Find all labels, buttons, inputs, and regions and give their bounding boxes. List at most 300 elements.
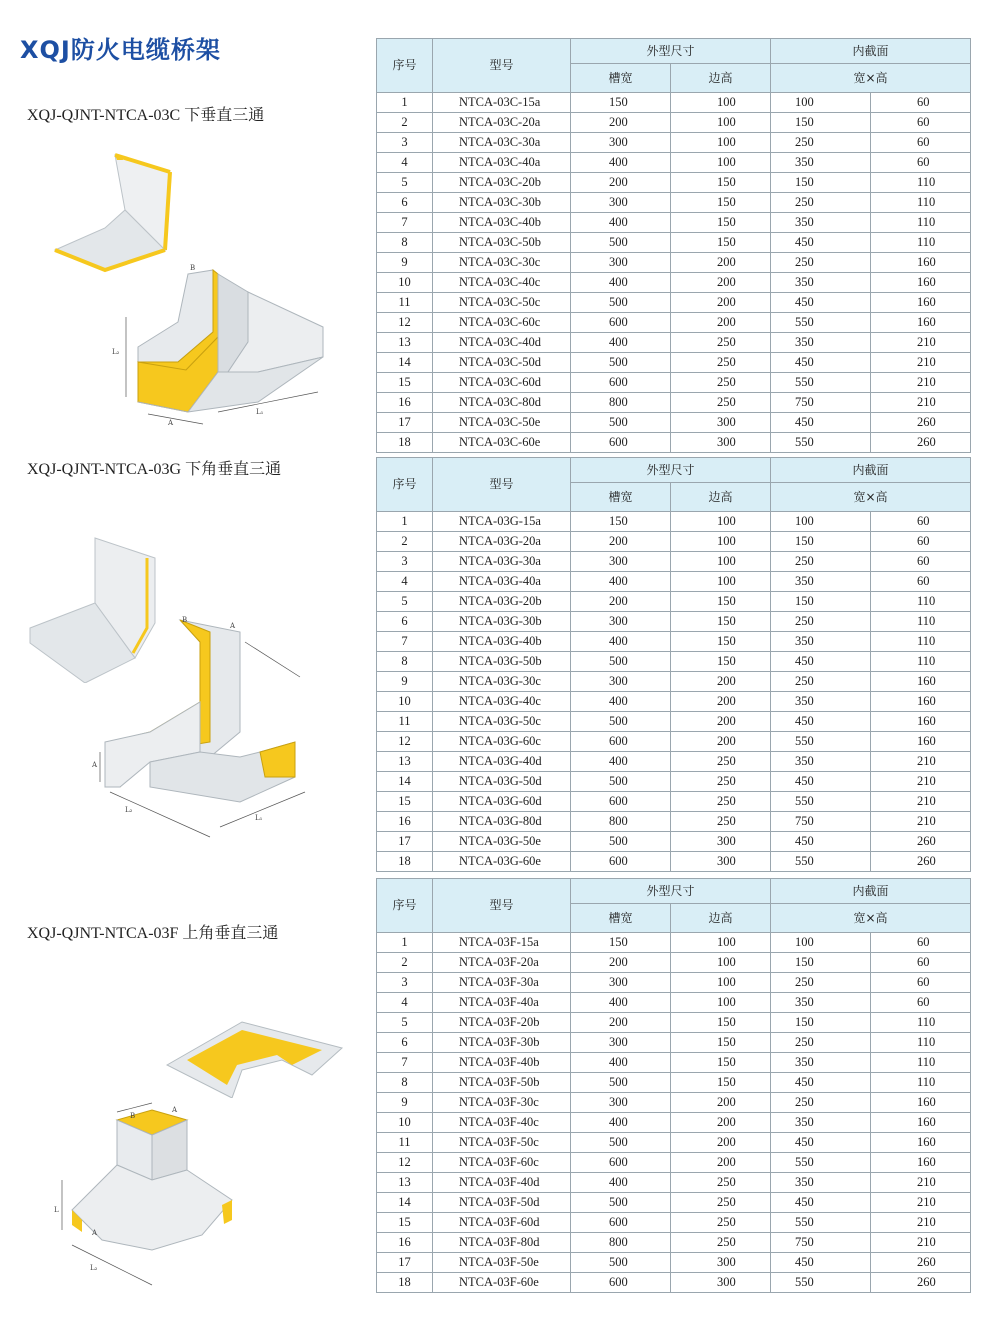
cell-inner-height: 260 (871, 1273, 971, 1293)
table-row (377, 1173, 971, 1193)
figure-03f-part (162, 1020, 352, 1098)
figure-03c-label-l1: L₁ (256, 408, 264, 416)
cell-model: NTCA-03F-60d (433, 1213, 571, 1233)
cell-model: NTCA-03C-20a (433, 113, 571, 133)
cell-width: 500 (571, 1193, 671, 1213)
cell-inner-width: 750 (771, 1233, 871, 1253)
cell-seq: 13 (377, 333, 433, 353)
cell-seq: 9 (377, 253, 433, 273)
cell-height: 100 (671, 532, 771, 552)
cell-width: 400 (571, 752, 671, 772)
cell-seq: 11 (377, 1133, 433, 1153)
cell-inner-height: 110 (871, 632, 971, 652)
cell-inner-width: 550 (771, 1273, 871, 1293)
table-row (377, 712, 971, 732)
cell-height: 250 (671, 792, 771, 812)
header-width: 槽宽 (571, 64, 671, 93)
cell-height: 250 (671, 393, 771, 413)
cell-seq: 18 (377, 433, 433, 453)
cell-model: NTCA-03G-50b (433, 652, 571, 672)
cell-inner-width: 550 (771, 732, 871, 752)
cell-inner-width: 550 (771, 373, 871, 393)
cell-inner-height: 110 (871, 1013, 971, 1033)
table-row (377, 1193, 971, 1213)
header-outer: 外型尺寸 (571, 879, 771, 904)
cell-width: 200 (571, 113, 671, 133)
cell-seq: 12 (377, 1153, 433, 1173)
cell-seq: 9 (377, 672, 433, 692)
cell-width: 600 (571, 433, 671, 453)
cell-seq: 10 (377, 692, 433, 712)
cell-height: 250 (671, 1233, 771, 1253)
cell-width: 500 (571, 413, 671, 433)
cell-model: NTCA-03C-50e (433, 413, 571, 433)
cell-inner-width: 250 (771, 1093, 871, 1113)
cell-seq: 8 (377, 1073, 433, 1093)
cell-model: NTCA-03F-40b (433, 1053, 571, 1073)
table-row (377, 732, 971, 752)
table-row (377, 792, 971, 812)
cell-height: 300 (671, 832, 771, 852)
cell-model: NTCA-03G-30a (433, 552, 571, 572)
table-row (377, 1093, 971, 1113)
header-height: 边高 (671, 904, 771, 933)
cell-inner-width: 450 (771, 1193, 871, 1213)
cell-inner-width: 550 (771, 1213, 871, 1233)
cell-seq: 7 (377, 1053, 433, 1073)
cell-seq: 17 (377, 832, 433, 852)
cell-seq: 3 (377, 973, 433, 993)
table-row (377, 413, 971, 433)
cell-height: 100 (671, 133, 771, 153)
cell-inner-height: 110 (871, 612, 971, 632)
cell-height: 300 (671, 1273, 771, 1293)
cell-inner-height: 60 (871, 93, 971, 113)
cell-inner-width: 350 (771, 273, 871, 293)
cell-seq: 5 (377, 173, 433, 193)
cell-seq: 14 (377, 772, 433, 792)
table-row (377, 1053, 971, 1073)
cell-inner-height: 210 (871, 393, 971, 413)
header-seq: 序号 (377, 879, 433, 933)
cell-seq: 17 (377, 1253, 433, 1273)
cell-height: 300 (671, 852, 771, 872)
cell-inner-height: 160 (871, 1153, 971, 1173)
cell-seq: 8 (377, 652, 433, 672)
cell-inner-width: 450 (771, 652, 871, 672)
cell-inner-height: 110 (871, 233, 971, 253)
figure-03c-label-l2: L₂ (112, 348, 120, 356)
cell-model: NTCA-03C-30b (433, 193, 571, 213)
cell-height: 150 (671, 612, 771, 632)
cell-seq: 10 (377, 1113, 433, 1133)
cell-inner-width: 150 (771, 532, 871, 552)
cell-inner-width: 750 (771, 393, 871, 413)
cell-inner-width: 150 (771, 173, 871, 193)
cell-width: 600 (571, 1213, 671, 1233)
header-outer: 外型尺寸 (571, 39, 771, 64)
cell-inner-width: 450 (771, 712, 871, 732)
figure-03f-main (52, 1100, 257, 1295)
cell-inner-width: 100 (771, 93, 871, 113)
cell-inner-height: 210 (871, 333, 971, 353)
figure-03g-dim-l1b (245, 642, 300, 677)
cell-model: NTCA-03G-40c (433, 692, 571, 712)
cell-width: 200 (571, 592, 671, 612)
cell-width: 500 (571, 293, 671, 313)
cell-width: 600 (571, 732, 671, 752)
cell-width: 400 (571, 993, 671, 1013)
header-inner: 内截面 (771, 458, 971, 483)
cell-width: 500 (571, 772, 671, 792)
table-row (377, 1273, 971, 1293)
cell-seq: 15 (377, 373, 433, 393)
cell-model: NTCA-03G-20b (433, 592, 571, 612)
cell-seq: 6 (377, 612, 433, 632)
header-inner: 内截面 (771, 39, 971, 64)
cell-inner-width: 450 (771, 293, 871, 313)
cell-seq: 1 (377, 933, 433, 953)
table-row (377, 1033, 971, 1053)
table-row (377, 672, 971, 692)
cell-model: NTCA-03C-20b (433, 173, 571, 193)
cell-height: 150 (671, 652, 771, 672)
cell-model: NTCA-03F-40a (433, 993, 571, 1013)
cell-inner-width: 750 (771, 812, 871, 832)
cell-width: 500 (571, 1073, 671, 1093)
table-row (377, 353, 971, 373)
figure-03c-part (45, 150, 175, 275)
figure-03g-label-l2: L₂ (125, 806, 133, 814)
cell-inner-height: 160 (871, 253, 971, 273)
header-width: 槽宽 (571, 904, 671, 933)
cell-model: NTCA-03C-80d (433, 393, 571, 413)
table-row (377, 373, 971, 393)
cell-inner-height: 110 (871, 193, 971, 213)
cell-width: 400 (571, 692, 671, 712)
cell-inner-height: 160 (871, 313, 971, 333)
figure-03f-label-a2: A (92, 1229, 98, 1237)
cell-width: 400 (571, 1173, 671, 1193)
figure-03f-label-l: L (54, 1206, 59, 1214)
cell-seq: 1 (377, 512, 433, 532)
cell-height: 200 (671, 1133, 771, 1153)
cell-height: 150 (671, 1013, 771, 1033)
table-row (377, 973, 971, 993)
table-row (377, 1073, 971, 1093)
table-row (377, 153, 971, 173)
cell-model: NTCA-03C-40c (433, 273, 571, 293)
cell-model: NTCA-03G-60d (433, 792, 571, 812)
cell-inner-height: 210 (871, 373, 971, 393)
cell-model: NTCA-03C-50d (433, 353, 571, 373)
cell-width: 300 (571, 672, 671, 692)
cell-inner-width: 150 (771, 113, 871, 133)
cell-inner-width: 100 (771, 933, 871, 953)
cell-inner-height: 60 (871, 933, 971, 953)
header-seq: 序号 (377, 39, 433, 93)
cell-width: 200 (571, 173, 671, 193)
cell-inner-height: 60 (871, 512, 971, 532)
header-wxh: 宽×高 (771, 64, 971, 93)
cell-inner-width: 250 (771, 1033, 871, 1053)
cell-width: 400 (571, 572, 671, 592)
cell-width: 800 (571, 393, 671, 413)
table-row (377, 333, 971, 353)
cell-seq: 2 (377, 953, 433, 973)
header-wxh: 宽×高 (771, 483, 971, 512)
cell-model: NTCA-03C-40d (433, 333, 571, 353)
cell-seq: 7 (377, 213, 433, 233)
table-row (377, 572, 971, 592)
cell-inner-height: 210 (871, 353, 971, 373)
cell-inner-height: 160 (871, 692, 971, 712)
table-row (377, 993, 971, 1013)
cell-height: 200 (671, 313, 771, 333)
table-row (377, 1233, 971, 1253)
cell-inner-width: 250 (771, 672, 871, 692)
figure-03c-label-b: B (190, 264, 196, 272)
cell-inner-width: 450 (771, 1073, 871, 1093)
cell-height: 250 (671, 812, 771, 832)
table-row (377, 393, 971, 413)
cell-model: NTCA-03G-50e (433, 832, 571, 852)
cell-height: 200 (671, 712, 771, 732)
table-row (377, 113, 971, 133)
cell-model: NTCA-03F-60e (433, 1273, 571, 1293)
cell-inner-height: 260 (871, 413, 971, 433)
section-label-03f: XQJ-QJNT-NTCA-03F 上角垂直三通 (27, 925, 279, 942)
cell-width: 400 (571, 273, 671, 293)
figure-03g-label-l1: L₁ (255, 814, 263, 822)
cell-seq: 14 (377, 353, 433, 373)
cell-model: NTCA-03G-15a (433, 512, 571, 532)
cell-width: 400 (571, 1113, 671, 1133)
cell-height: 300 (671, 433, 771, 453)
section-label-03g: XQJ-QJNT-NTCA-03G 下角垂直三通 (27, 461, 282, 478)
cell-seq: 11 (377, 712, 433, 732)
cell-inner-height: 160 (871, 712, 971, 732)
figure-03g-label-b: B (182, 616, 188, 624)
cell-width: 400 (571, 632, 671, 652)
cell-model: NTCA-03G-60e (433, 852, 571, 872)
cell-height: 250 (671, 1193, 771, 1213)
section-label-03c: XQJ-QJNT-NTCA-03C 下垂直三通 (27, 107, 265, 124)
cell-inner-width: 250 (771, 193, 871, 213)
cell-height: 100 (671, 512, 771, 532)
cell-model: NTCA-03G-30b (433, 612, 571, 632)
cell-seq: 4 (377, 993, 433, 1013)
cell-inner-height: 60 (871, 552, 971, 572)
cell-height: 200 (671, 1093, 771, 1113)
header-inner: 内截面 (771, 879, 971, 904)
cell-inner-width: 450 (771, 1133, 871, 1153)
cell-seq: 16 (377, 393, 433, 413)
table-row (377, 1253, 971, 1273)
cell-inner-width: 350 (771, 993, 871, 1013)
cell-inner-height: 60 (871, 133, 971, 153)
cell-width: 500 (571, 712, 671, 732)
cell-height: 250 (671, 1213, 771, 1233)
cell-inner-width: 250 (771, 253, 871, 273)
figure-03g-main (90, 612, 320, 842)
cell-width: 500 (571, 652, 671, 672)
cell-model: NTCA-03F-15a (433, 933, 571, 953)
table-row (377, 652, 971, 672)
cell-model: NTCA-03C-30c (433, 253, 571, 273)
header-model: 型号 (433, 458, 571, 512)
cell-width: 200 (571, 1013, 671, 1033)
cell-inner-width: 550 (771, 852, 871, 872)
cell-height: 250 (671, 353, 771, 373)
cell-model: NTCA-03G-30c (433, 672, 571, 692)
table-row (377, 592, 971, 612)
cell-inner-height: 210 (871, 1213, 971, 1233)
table-row (377, 752, 971, 772)
cell-inner-height: 260 (871, 832, 971, 852)
cell-seq: 3 (377, 133, 433, 153)
cell-inner-width: 550 (771, 313, 871, 333)
cell-width: 300 (571, 612, 671, 632)
figure-03f-dim-l2 (72, 1245, 152, 1285)
figure-03f-dim-b (117, 1103, 152, 1112)
cell-model: NTCA-03C-50c (433, 293, 571, 313)
cell-model: NTCA-03C-50b (433, 233, 571, 253)
cell-inner-width: 150 (771, 953, 871, 973)
table-row (377, 93, 971, 113)
cell-width: 300 (571, 552, 671, 572)
cell-model: NTCA-03C-15a (433, 93, 571, 113)
cell-seq: 10 (377, 273, 433, 293)
header-height: 边高 (671, 483, 771, 512)
cell-seq: 2 (377, 113, 433, 133)
cell-inner-height: 160 (871, 293, 971, 313)
cell-width: 400 (571, 213, 671, 233)
cell-inner-height: 110 (871, 1073, 971, 1093)
cell-model: NTCA-03F-50e (433, 1253, 571, 1273)
table-row (377, 1113, 971, 1133)
cell-width: 150 (571, 512, 671, 532)
cell-inner-width: 150 (771, 1013, 871, 1033)
cell-seq: 12 (377, 732, 433, 752)
header-wxh: 宽×高 (771, 904, 971, 933)
cell-width: 400 (571, 1053, 671, 1073)
figure-03g-main-right-yellow (260, 742, 295, 777)
cell-inner-width: 550 (771, 1153, 871, 1173)
header-height: 边高 (671, 64, 771, 93)
cell-width: 400 (571, 333, 671, 353)
cell-height: 300 (671, 413, 771, 433)
table-row (377, 832, 971, 852)
cell-inner-height: 110 (871, 652, 971, 672)
table-row (377, 632, 971, 652)
table-row (377, 1133, 971, 1153)
cell-inner-width: 250 (771, 552, 871, 572)
cell-seq: 3 (377, 552, 433, 572)
table-row (377, 692, 971, 712)
cell-seq: 12 (377, 313, 433, 333)
cell-inner-height: 60 (871, 153, 971, 173)
cell-width: 150 (571, 93, 671, 113)
cell-height: 250 (671, 373, 771, 393)
cell-height: 200 (671, 1153, 771, 1173)
cell-inner-height: 110 (871, 592, 971, 612)
cell-inner-height: 260 (871, 852, 971, 872)
cell-inner-height: 210 (871, 752, 971, 772)
cell-seq: 7 (377, 632, 433, 652)
cell-inner-height: 210 (871, 1173, 971, 1193)
cell-seq: 8 (377, 233, 433, 253)
cell-seq: 18 (377, 852, 433, 872)
cell-seq: 16 (377, 812, 433, 832)
table-row (377, 313, 971, 333)
table-row (377, 273, 971, 293)
cell-inner-width: 350 (771, 213, 871, 233)
cell-inner-height: 110 (871, 213, 971, 233)
cell-seq: 15 (377, 1213, 433, 1233)
cell-model: NTCA-03C-60e (433, 433, 571, 453)
table-row (377, 293, 971, 313)
cell-inner-width: 550 (771, 433, 871, 453)
cell-inner-height: 210 (871, 792, 971, 812)
table-row (377, 612, 971, 632)
cell-inner-width: 550 (771, 792, 871, 812)
table-row (377, 233, 971, 253)
cell-inner-width: 350 (771, 752, 871, 772)
cell-width: 600 (571, 313, 671, 333)
cell-seq: 4 (377, 572, 433, 592)
cell-height: 100 (671, 933, 771, 953)
cell-inner-height: 160 (871, 1093, 971, 1113)
cell-inner-width: 350 (771, 1173, 871, 1193)
table-row (377, 173, 971, 193)
cell-width: 800 (571, 812, 671, 832)
cell-height: 100 (671, 93, 771, 113)
cell-inner-width: 350 (771, 632, 871, 652)
cell-model: NTCA-03F-50d (433, 1193, 571, 1213)
cell-seq: 1 (377, 93, 433, 113)
cell-width: 300 (571, 1093, 671, 1113)
cell-width: 300 (571, 1033, 671, 1053)
cell-height: 150 (671, 173, 771, 193)
cell-height: 150 (671, 1033, 771, 1053)
table-row (377, 253, 971, 273)
cell-seq: 6 (377, 1033, 433, 1053)
cell-inner-height: 110 (871, 1053, 971, 1073)
cell-height: 200 (671, 732, 771, 752)
cell-inner-width: 450 (771, 413, 871, 433)
table-row (377, 1013, 971, 1033)
cell-model: NTCA-03G-60c (433, 732, 571, 752)
table-row (377, 953, 971, 973)
table-row (377, 512, 971, 532)
cell-height: 150 (671, 193, 771, 213)
table-row (377, 852, 971, 872)
cell-width: 500 (571, 1253, 671, 1273)
cell-inner-height: 60 (871, 973, 971, 993)
table-row (377, 133, 971, 153)
cell-inner-height: 260 (871, 433, 971, 453)
table-row (377, 213, 971, 233)
cell-model: NTCA-03C-60c (433, 313, 571, 333)
figure-03c-main (108, 262, 348, 447)
table-row (377, 433, 971, 453)
cell-model: NTCA-03F-80d (433, 1233, 571, 1253)
table-row (377, 532, 971, 552)
cell-model: NTCA-03F-30c (433, 1093, 571, 1113)
cell-height: 100 (671, 113, 771, 133)
cell-height: 200 (671, 672, 771, 692)
